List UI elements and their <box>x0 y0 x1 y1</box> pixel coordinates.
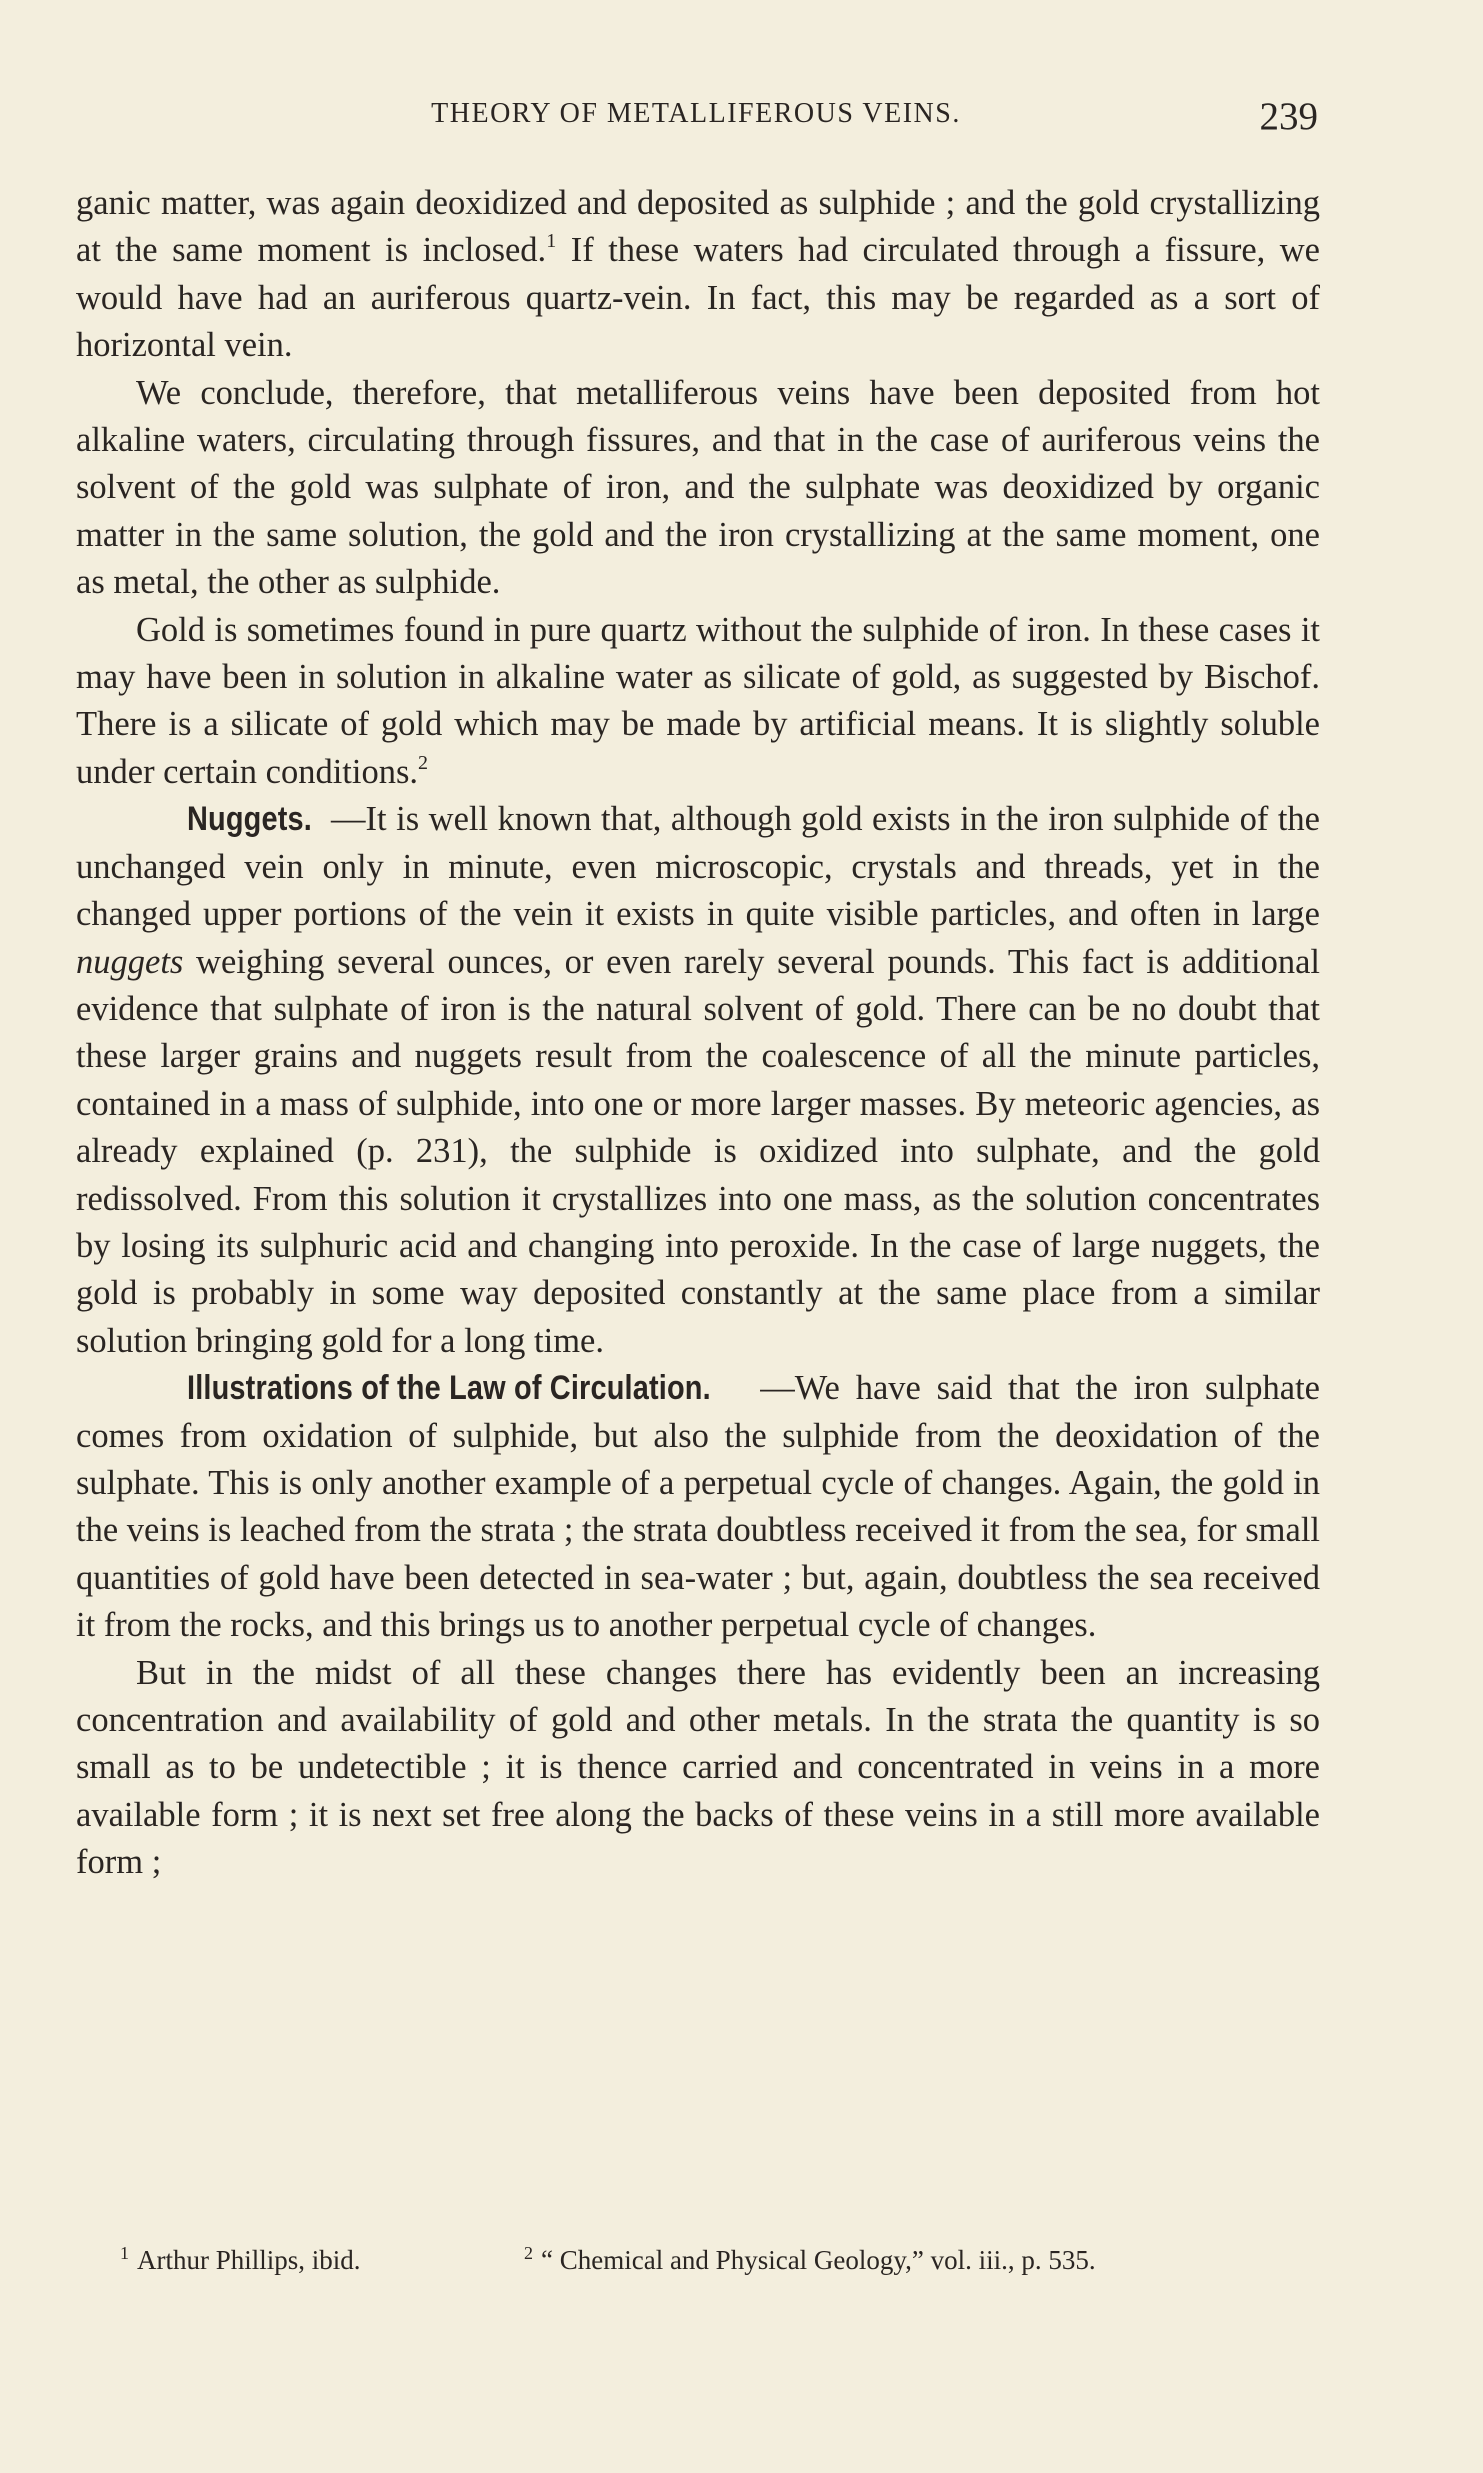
paragraph-concentration <box>76 1650 1320 1887</box>
footnote-reference-2[interactable]: 2 <box>418 751 429 774</box>
paragraph-text: We conclude, therefore, that metalliferous veins have been deposited from hot alkaline waters, circulating through fissures, and that in the case of auriferous veins the solvent of the gold was sulphate of iron, and the sulphate was deoxidized by organic matter in the same solution, the gold and the iron crystallizing at the same moment, one as metal, the other as sulphide. <box>76 373 1320 602</box>
footnote-2 <box>524 2236 1096 2277</box>
running-head <box>76 95 1318 148</box>
emphasis-nuggets: nuggets <box>76 942 184 981</box>
paragraph-circulation <box>76 1365 1320 1649</box>
running-title: THEORY OF METALLIFEROUS VEINS. <box>431 98 961 129</box>
paragraph-text: weighing several ounces, or even rarely several pounds. This fact is additional evidence that sulphate of iron is the natural solvent of gold. There can be no doubt that these larger grains and nuggets result from the coalescence of all the minute particles, contained in a mass of sulphide, into one or more larger masses. By meteoric agencies, as already explained (p. 231), the sulphide is oxidized into sulphate, and the gold redissolved. From this solution it crystallizes into one mass, as the solution concentrates by losing its sulphuric acid and changing into peroxide. In the case of large nuggets, the gold is probably in some way deposited constantly at the same place from a similar solution bringing gold for a long time. <box>76 942 1320 1360</box>
footnote-text: Arthur Phillips, ibid. <box>137 2245 361 2275</box>
paragraph-text: But in the midst of all these changes there has evidently been an increasing concentration and availability of gold and other metals. In the strata the quantity is so small as to be undetectible ; it is thence carried and concentrated in veins in a more available form ; it is next set free along the backs of these veins in a still more available form ; <box>76 1653 1320 1882</box>
body-text <box>76 180 1320 1887</box>
section-heading-circulation: Illustrations of the Law of Circulation. <box>187 1369 711 1408</box>
page-number: 239 <box>1259 95 1318 138</box>
paragraph-nuggets <box>76 796 1320 1365</box>
paragraph-conclusion <box>76 370 1320 607</box>
paragraph-text: Gold is sometimes found in pure quartz without the sulphide of iron. In these cases it may have been in solution in alkaline water as silicate of gold, as suggested by Bischof. There is a silicate of gold which may be made by artificial means. It is slightly soluble under certain conditions. <box>76 610 1320 791</box>
paragraph-text: If these waters had circulated through a fissure, we would have had an auriferous quartz-vein. In fact, this may be regarded as a sort of horizontal vein. <box>76 231 1320 365</box>
footnote-reference-1[interactable]: 1 <box>546 230 557 253</box>
footnote-mark: 1 <box>120 2243 129 2263</box>
footnote-text: “ Chemical and Physical Geology,” vol. iii., p. 535. <box>541 2245 1096 2275</box>
paragraph-continued <box>76 180 1320 370</box>
footnote-mark: 2 <box>524 2243 533 2263</box>
paragraph-text: ganic matter, was again deoxidized and deposited as sulphide ; and the gold crystallizing at the same moment is inclosed. <box>76 184 1320 270</box>
paragraph-text: —It is well known that, although gold exists in the iron sulphide of the unchanged vein only in minute, even microscopic, crystals and threads, yet in the changed upper portions of the vein it exists in quite visible particles, and often in large <box>76 800 1320 934</box>
section-heading-nuggets: Nuggets. <box>187 800 312 839</box>
paragraph-text: —We have said that the iron sulphate comes from oxidation of sulphide, but also the sulphide from the deoxidation of the sulphate. This is only another example of a perpetual cycle of changes. Again, the gold in the veins is leached from the strata ; the strata doubtless received it from the sea, for small quantities of gold have been detected in sea-water ; but, again, doubtless the sea received it from the rocks, and this brings us to another perpetual cycle of changes. <box>76 1369 1320 1645</box>
paragraph-silicate <box>76 607 1320 797</box>
footnote-1 <box>120 2236 361 2277</box>
